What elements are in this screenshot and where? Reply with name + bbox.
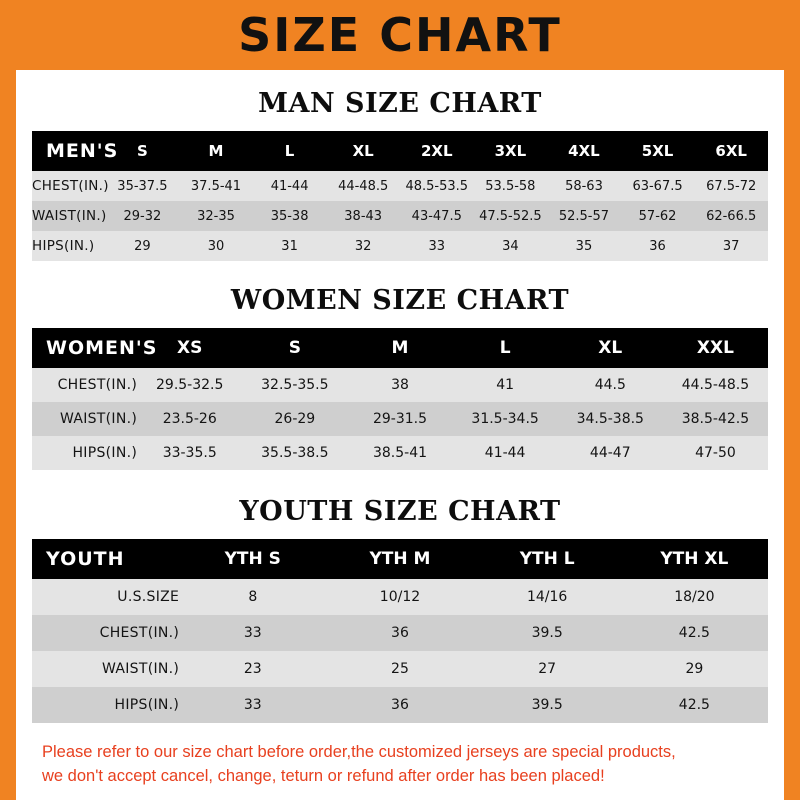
women-header-cell: XL	[598, 338, 623, 358]
row-label: CHEST(IN.)	[57, 377, 138, 393]
table-cell: 10/12	[379, 589, 421, 605]
table-cell: 39.5	[531, 697, 563, 713]
table-cell: 31.5-34.5	[471, 411, 539, 427]
man-header-cell: 4XL	[568, 142, 600, 160]
women-header-cell: XXL	[696, 338, 734, 358]
table-cell: 36	[391, 625, 409, 641]
row-label: WAIST(IN.)	[59, 411, 138, 427]
table-cell: 37.5-41	[190, 178, 242, 194]
table-cell: 38.5-41	[372, 445, 428, 461]
man-header-cell: S	[136, 142, 148, 160]
table-cell: 8	[248, 589, 258, 605]
table-cell: 53.5-58	[485, 178, 536, 194]
table-header-row	[32, 131, 768, 171]
table-cell: 35-37.5	[117, 178, 168, 194]
youth-header-cell: YTH M	[369, 549, 431, 569]
row-label: CHEST(IN.)	[99, 625, 180, 641]
table-cell: 32	[354, 238, 372, 254]
row-label: HIPS(IN.)	[114, 697, 180, 713]
table-cell: 31	[281, 238, 298, 254]
man-header-cell: 5XL	[641, 142, 674, 160]
table-cell: 63-67.5	[632, 178, 683, 194]
table-cell: 44.5-48.5	[681, 377, 750, 393]
table-cell: 38.5-42.5	[681, 411, 750, 427]
youth-header-cell: YTH L	[519, 549, 575, 569]
table-cell: 58-63	[565, 178, 603, 194]
order-policy-note	[42, 741, 758, 789]
table-row	[32, 436, 768, 470]
table-cell: 42.5	[678, 625, 710, 641]
table-cell: 35.5-38.5	[261, 445, 329, 461]
women-table-header	[32, 328, 768, 368]
table-cell: 34.5-38.5	[576, 411, 644, 427]
table-cell: 29-31.5	[372, 411, 428, 427]
table-cell: 33-35.5	[162, 445, 217, 461]
table-cell: 41-44	[270, 178, 309, 194]
table-cell: 26-29	[274, 411, 316, 427]
page-title: SIZE CHART	[238, 8, 562, 62]
note-line-2: we don't accept cancel, change, teturn or refund after order has been placed!	[42, 766, 605, 785]
table-row	[32, 231, 768, 261]
table-cell: 32-35	[197, 208, 235, 224]
women-header-label: WOMEN'S	[46, 337, 158, 359]
table-cell: 30	[207, 238, 225, 254]
note-line-1: Please refer to our size chart before order,the customized jerseys are special products,	[42, 743, 676, 761]
table-cell: 41	[496, 377, 515, 393]
table-cell: 18/20	[674, 589, 715, 605]
man-section-title: MAN SIZE CHART	[258, 88, 542, 119]
man-table-body	[32, 171, 768, 261]
youth-table-body	[32, 579, 768, 723]
row-label: U.S.SIZE	[117, 589, 180, 605]
table-cell: 35-38	[270, 208, 309, 224]
table-cell: 37	[722, 238, 740, 254]
man-header-cell: M	[208, 142, 224, 160]
table-cell: 44.5	[594, 377, 626, 393]
youth-header-label: YOUTH	[46, 548, 125, 570]
women-header-cell: XS	[177, 338, 203, 358]
table-cell: 27	[538, 661, 557, 677]
table-cell: 47-50	[695, 445, 736, 461]
page-banner	[16, 0, 784, 70]
table-cell: 29.5-32.5	[156, 377, 224, 393]
women-header-cell: S	[288, 338, 301, 358]
table-cell: 67.5-72	[706, 178, 757, 194]
table-cell: 57-62	[638, 208, 677, 224]
table-cell: 44-48.5	[338, 178, 389, 194]
youth-header-cell: YTH S	[224, 549, 281, 569]
table-cell: 44-47	[589, 445, 631, 461]
table-cell: 47.5-52.5	[479, 208, 542, 224]
table-header-row	[32, 328, 768, 368]
women-header-cell: L	[499, 338, 511, 358]
youth-size-table	[32, 539, 768, 723]
youth-table-header	[32, 539, 768, 579]
man-header-label: MEN'S	[46, 140, 119, 162]
table-cell: 48.5-53.5	[405, 178, 469, 194]
row-label: WAIST(IN.)	[32, 208, 107, 224]
row-label: WAIST(IN.)	[101, 661, 180, 677]
table-cell: 23	[243, 661, 262, 677]
row-label: HIPS(IN.)	[32, 238, 95, 254]
table-cell: 62-66.5	[706, 208, 757, 224]
row-label: HIPS(IN.)	[72, 445, 138, 461]
table-row	[32, 687, 768, 723]
man-size-table	[32, 131, 768, 261]
table-cell: 43-47.5	[411, 208, 462, 224]
row-label: CHEST(IN.)	[32, 178, 109, 194]
women-size-table	[32, 328, 768, 470]
table-cell: 42.5	[678, 697, 710, 713]
youth-section-title: YOUTH SIZE CHART	[239, 496, 561, 527]
table-row	[32, 368, 768, 402]
chart-content	[16, 88, 784, 789]
table-cell: 41-44	[484, 445, 526, 461]
table-cell: 35	[575, 238, 593, 254]
table-row	[32, 201, 768, 231]
table-cell: 39.5	[531, 625, 563, 641]
table-cell: 33	[243, 697, 262, 713]
table-cell: 36	[649, 238, 666, 254]
table-cell: 25	[391, 661, 409, 677]
women-table-body	[32, 368, 768, 470]
table-cell: 33	[243, 625, 262, 641]
man-header-cell: L	[284, 142, 295, 160]
table-cell: 32.5-35.5	[261, 377, 329, 393]
women-section-title: WOMEN SIZE CHART	[230, 285, 570, 316]
table-cell: 38-43	[344, 208, 383, 224]
table-header-row	[32, 539, 768, 579]
youth-header-cell: YTH XL	[660, 549, 729, 569]
table-cell: 34	[502, 238, 519, 254]
table-cell: 36	[391, 697, 409, 713]
man-header-cell: 3XL	[494, 142, 527, 160]
table-row	[32, 402, 768, 436]
table-cell: 38	[391, 377, 409, 393]
table-row	[32, 171, 768, 201]
table-cell: 14/16	[526, 589, 568, 605]
table-row	[32, 579, 768, 615]
table-row	[32, 651, 768, 687]
man-header-cell: XL	[352, 142, 374, 160]
table-cell: 29	[134, 238, 151, 254]
man-header-cell: 6XL	[715, 142, 747, 160]
table-cell: 29	[685, 661, 704, 677]
table-cell: 52.5-57	[558, 208, 610, 224]
man-header-cell: 2XL	[420, 142, 453, 160]
table-row	[32, 615, 768, 651]
table-cell: 33	[428, 238, 446, 254]
man-table-header	[32, 131, 768, 171]
table-cell: 23.5-26	[162, 411, 217, 427]
table-cell: 29-32	[123, 208, 162, 224]
women-header-cell: M	[391, 338, 409, 358]
